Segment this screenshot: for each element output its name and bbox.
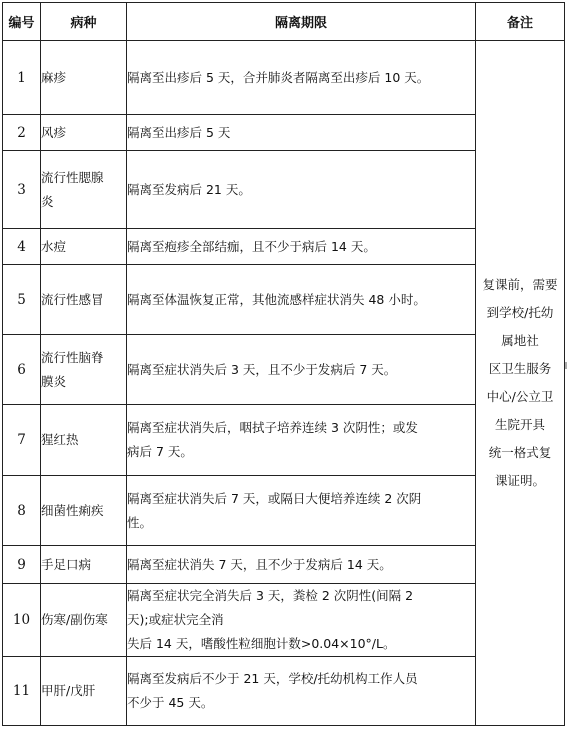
isolation-period-line: 隔离至疱疹全部结痂，且不少于病后 14 天。 bbox=[127, 238, 376, 254]
isolation-period bbox=[127, 151, 476, 229]
disease-name bbox=[41, 657, 127, 726]
disease-name bbox=[41, 151, 127, 229]
header-disease: 病种 bbox=[41, 3, 127, 41]
row-number: 7 bbox=[3, 405, 41, 476]
isolation-period-line: 隔离至发病后不少于 21 天，学校/托幼机构工作人员 bbox=[127, 671, 418, 686]
isolation-period-line: 性。 bbox=[127, 514, 153, 530]
isolation-period-line: 隔离至症状消失 7 天，且不少于发病后 14 天。 bbox=[127, 556, 392, 572]
isolation-period bbox=[127, 229, 476, 265]
isolation-period bbox=[127, 546, 476, 584]
isolation-period bbox=[127, 657, 476, 726]
disease-name bbox=[41, 229, 127, 265]
isolation-period-line: 隔离至体温恢复正常，其他流感样症状消失 48 小时。 bbox=[127, 291, 426, 307]
remarks-line: 课证明。 bbox=[494, 473, 545, 488]
row-number: 6 bbox=[3, 335, 41, 405]
header-row bbox=[3, 3, 565, 41]
isolation-period bbox=[127, 335, 476, 405]
disease-name bbox=[41, 476, 127, 546]
row-number: 4 bbox=[3, 229, 41, 265]
remarks-cell bbox=[476, 41, 565, 726]
disease-name-line: 手足口病 bbox=[41, 556, 92, 572]
isolation-period-line: 隔离至出疹后 5 天 bbox=[127, 124, 231, 140]
remarks-line: 到学校/托幼 bbox=[486, 305, 554, 320]
isolation-period-line: 不少于 45 天。 bbox=[127, 695, 214, 710]
disease-name-line: 炎 bbox=[41, 193, 54, 209]
disease-name-line: 甲肝/戊肝 bbox=[41, 683, 96, 698]
row-number: 3 bbox=[3, 151, 41, 229]
disease-name-line: 麻疹 bbox=[41, 69, 67, 85]
row-number: 2 bbox=[3, 115, 41, 151]
isolation-period-line: 隔离至出疹后 5 天，合并肺炎者隔离至出疹后 10 天。 bbox=[127, 69, 430, 85]
disease-name-line: 流行性脑脊 bbox=[41, 349, 104, 365]
isolation-period bbox=[127, 476, 476, 546]
disease-name-line: 流行性感冒 bbox=[41, 291, 104, 307]
disease-name bbox=[41, 546, 127, 584]
remarks-line: 中心/公立卫 bbox=[486, 389, 554, 404]
disease-name-line: 风疹 bbox=[41, 124, 67, 140]
isolation-table bbox=[2, 2, 565, 726]
row-number: 1 bbox=[3, 41, 41, 115]
remarks-line: 区卫生服务 bbox=[488, 361, 552, 376]
isolation-period bbox=[127, 265, 476, 335]
table-row bbox=[3, 41, 565, 115]
isolation-period-line: 隔离至症状消失后 7 天，或隔日大便培养连续 2 次阴 bbox=[127, 490, 422, 506]
disease-name bbox=[41, 265, 127, 335]
isolation-period-line: 隔离至症状消失后，咽拭子培养连续 3 次阴性；或发 bbox=[127, 420, 418, 435]
isolation-period-line: 病后 7 天。 bbox=[127, 444, 193, 459]
isolation-period-line: 隔离至发病后 21 天。 bbox=[127, 181, 251, 197]
remarks-line: 复课前，需要 bbox=[482, 277, 558, 292]
isolation-period-line: 失后 14 天，嗜酸性粒细胞计数>0.04×10°/L。 bbox=[127, 636, 396, 651]
row-number: 10 bbox=[3, 584, 41, 657]
disease-name bbox=[41, 41, 127, 115]
disease-name-line: 猩红热 bbox=[41, 432, 79, 447]
disease-name bbox=[41, 405, 127, 476]
disease-name-line: 流行性腮腺 bbox=[41, 169, 104, 185]
remarks-line: 生院开具 bbox=[494, 417, 545, 432]
remarks-line: 属地社 bbox=[501, 333, 539, 348]
isolation-period bbox=[127, 405, 476, 476]
disease-name bbox=[41, 584, 127, 657]
header-period: 隔离期限 bbox=[127, 3, 476, 41]
isolation-period-line: 天);或症状完全消 bbox=[127, 612, 224, 627]
isolation-period bbox=[127, 584, 476, 657]
row-number: 11 bbox=[3, 657, 41, 726]
row-number: 5 bbox=[3, 265, 41, 335]
isolation-period bbox=[127, 115, 476, 151]
header-num: 编号 bbox=[3, 3, 41, 41]
isolation-period-line: 隔离至症状完全消失后 3 天，粪检 2 次阴性(间隔 2 bbox=[127, 588, 414, 603]
isolation-period bbox=[127, 41, 476, 115]
disease-name bbox=[41, 335, 127, 405]
row-number: 9 bbox=[3, 546, 41, 584]
disease-name-line: 膜炎 bbox=[41, 373, 67, 389]
row-number: 8 bbox=[3, 476, 41, 546]
header-note: 备注 bbox=[476, 3, 565, 41]
remarks-line: 统一格式复 bbox=[488, 445, 552, 460]
disease-name bbox=[41, 115, 127, 151]
disease-name-line: 细菌性痢疾 bbox=[41, 502, 104, 518]
isolation-period-line: 隔离至症状消失后 3 天，且不少于发病后 7 天。 bbox=[127, 361, 397, 377]
disease-name-line: 水痘 bbox=[41, 238, 67, 254]
disease-name-line: 伤寒/副伤寒 bbox=[41, 612, 108, 627]
margin-mark bbox=[565, 362, 567, 369]
